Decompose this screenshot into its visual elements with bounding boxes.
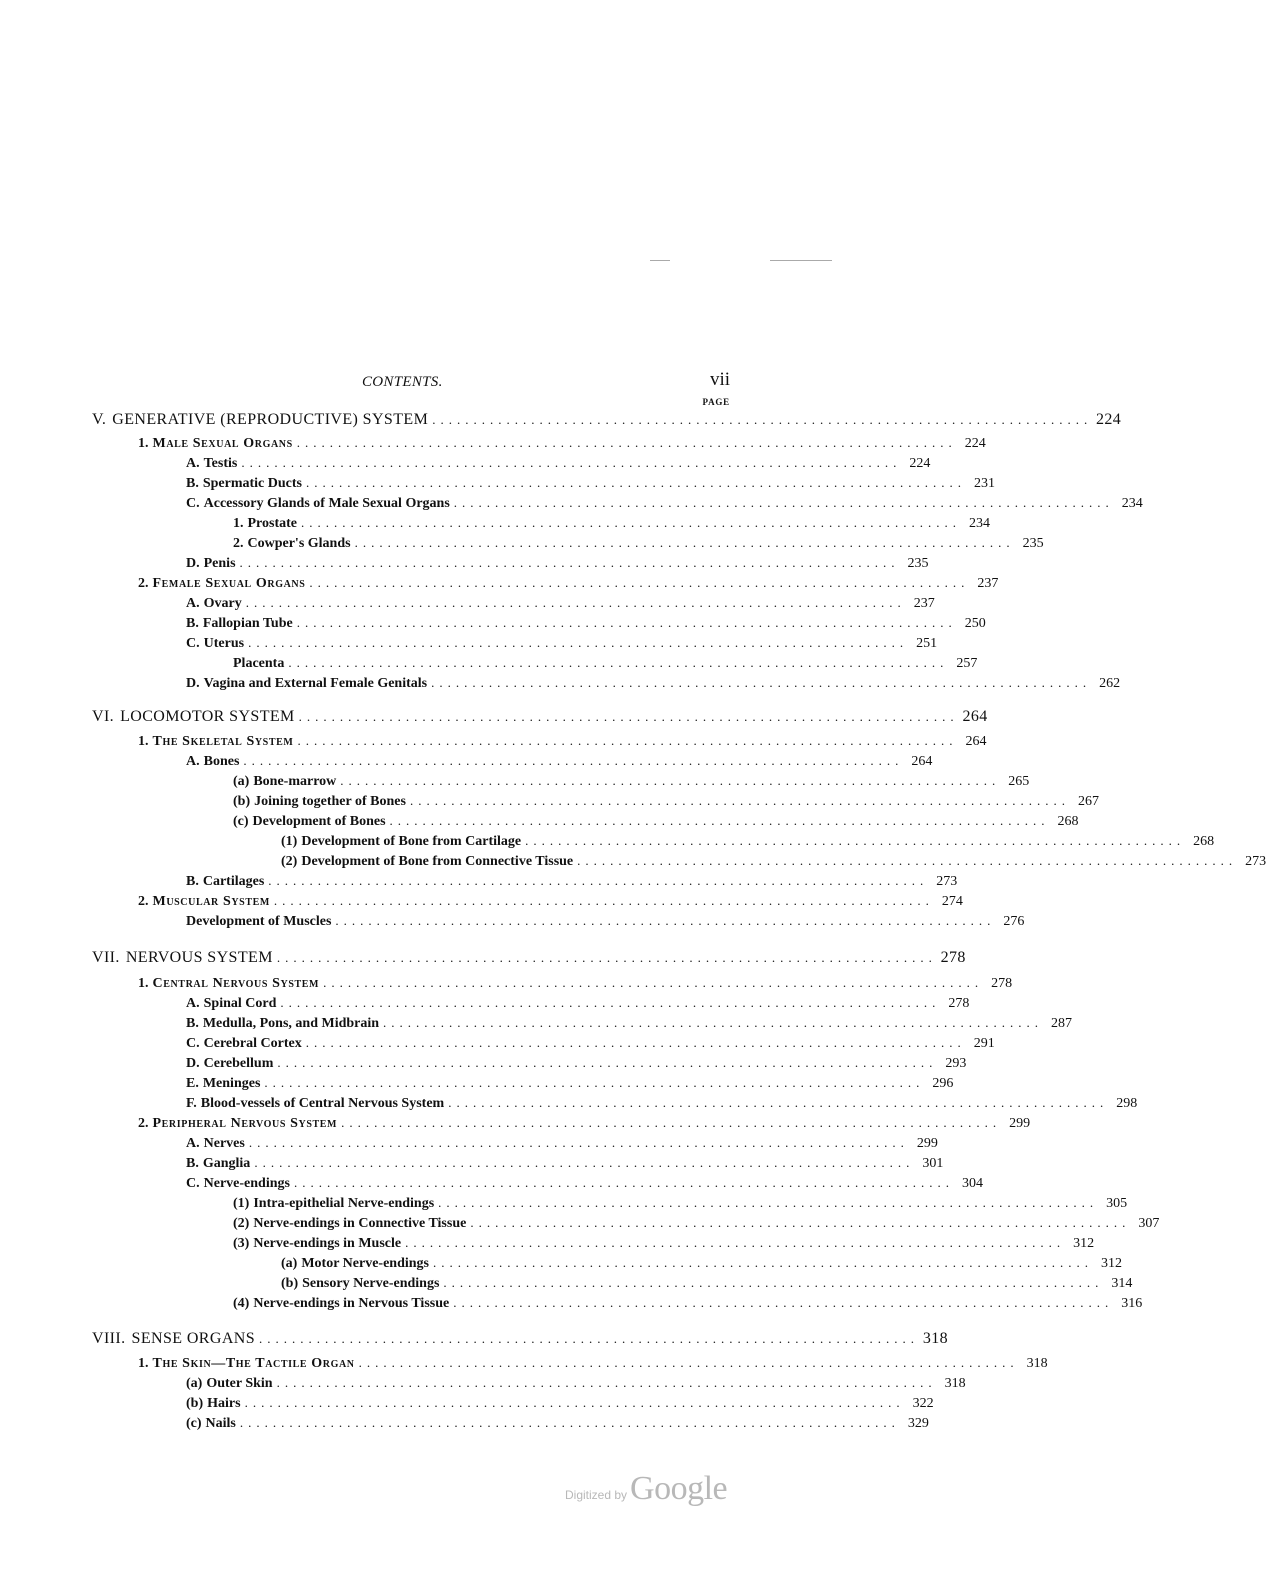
- toc-entry-number: (1): [281, 834, 298, 849]
- toc-entry-title: Development of Bone from Cartilage: [301, 834, 522, 849]
- dot-leader: ................................................................................: [448, 1095, 1109, 1110]
- toc-entry-title: Medulla, Pons, and Midbrain: [202, 1016, 380, 1031]
- toc-entry: [186, 553, 929, 573]
- toc-entry: [281, 1253, 1122, 1273]
- dot-leader: ................................................................................: [431, 675, 1092, 690]
- dot-leader: ................................................................................: [301, 515, 961, 530]
- page-number: vii: [709, 369, 730, 390]
- toc-entry-page: 287: [1051, 1016, 1073, 1031]
- toc-entry-number: E.: [186, 1076, 199, 1091]
- toc-entry-title: Development of Bones: [252, 814, 386, 829]
- toc-entry-page: 265: [1008, 774, 1030, 789]
- toc-entry-page: 296: [932, 1076, 954, 1091]
- toc-entry-page: 318: [944, 1376, 966, 1391]
- toc-entry-number: A.: [186, 996, 200, 1011]
- toc-entry: [138, 891, 963, 911]
- toc-entry: [186, 751, 933, 771]
- toc-entry-title: NERVOUS SYSTEM: [125, 949, 273, 966]
- toc-entry-number: 2.: [138, 894, 149, 909]
- dot-leader: ................................................................................: [297, 733, 958, 748]
- toc-entry-page: 264: [962, 708, 988, 725]
- toc-entry-title: Nails: [205, 1416, 236, 1431]
- dot-leader: ................................................................................: [358, 1355, 1019, 1370]
- toc-entry-title: Bone-marrow: [253, 774, 337, 789]
- toc-entry-page: 257: [956, 656, 978, 671]
- dot-leader: ................................................................................: [577, 853, 1238, 868]
- dot-leader: ................................................................................: [248, 1135, 909, 1150]
- toc-entry: [92, 410, 1122, 430]
- dot-leader: ................................................................................: [341, 1115, 1002, 1130]
- toc-entry-page: 234: [969, 516, 990, 531]
- toc-entry: [233, 771, 1030, 791]
- toc-entry: [281, 851, 1266, 871]
- toc-entry: [233, 1293, 1143, 1313]
- toc-entry-number: (b): [233, 794, 251, 809]
- digitized-by-text: Digitized by: [565, 1488, 628, 1502]
- toc-entry-number: 2.: [233, 536, 244, 551]
- toc-entry-number: 2.: [138, 576, 149, 591]
- toc-entry: [186, 453, 931, 473]
- toc-entry-number: (3): [233, 1236, 250, 1251]
- toc-entry: [186, 1133, 938, 1153]
- toc-entry-page: 250: [964, 616, 986, 631]
- toc-entry-number: B.: [186, 1016, 199, 1031]
- dot-leader: ................................................................................: [405, 1235, 1066, 1250]
- dot-leader: ................................................................................: [276, 950, 937, 965]
- toc-entry-title: Central Nervous System: [152, 976, 320, 991]
- toc-entry-number: C.: [186, 1176, 200, 1191]
- toc-entry-number: B.: [186, 476, 199, 491]
- toc-entry-number: (a): [281, 1256, 298, 1271]
- toc-entry-page: 268: [1057, 814, 1079, 829]
- toc-entry-title: Meninges: [202, 1076, 261, 1091]
- toc-entry-page: 293: [945, 1056, 967, 1071]
- toc-entry-title: Spinal Cord: [203, 996, 277, 1011]
- dot-leader: ................................................................................: [323, 975, 984, 990]
- page-column-label: PAGE: [702, 397, 730, 407]
- dot-leader: ................................................................................: [470, 1215, 1131, 1230]
- toc-entry: [186, 1053, 967, 1073]
- toc-entry-page: 273: [936, 874, 958, 889]
- dot-leader: ................................................................................: [288, 655, 949, 670]
- toc-entry-number: V.: [92, 411, 107, 428]
- dot-leader: ................................................................................: [383, 1015, 1044, 1030]
- toc-entry-number: (b): [281, 1276, 299, 1291]
- toc-entry-title: SENSE ORGANS: [131, 1330, 256, 1347]
- dot-leader: ................................................................................: [241, 455, 902, 470]
- toc-entry-number: B.: [186, 874, 199, 889]
- toc-entry: [138, 573, 999, 593]
- toc-entry: [233, 533, 1044, 553]
- toc-entry: [138, 1113, 1031, 1133]
- toc-entry: [186, 613, 986, 633]
- toc-entry-title: Motor Nerve-endings: [301, 1256, 429, 1271]
- toc-entry-page: 278: [991, 976, 1013, 991]
- toc-entry: [186, 1413, 929, 1433]
- toc-entry: [186, 911, 1025, 931]
- toc-entry-page: 301: [922, 1156, 944, 1171]
- dot-leader: ................................................................................: [433, 1255, 1093, 1270]
- toc-entry-title: Testis: [203, 456, 238, 471]
- toc-entry-title: Sensory Nerve-endings: [302, 1276, 440, 1291]
- dot-leader: ................................................................................: [259, 1331, 920, 1346]
- toc-entry-page: 237: [913, 596, 935, 611]
- toc-entry-page: 305: [1106, 1196, 1128, 1211]
- dot-leader: ................................................................................: [453, 1295, 1114, 1310]
- toc-entry-number: (4): [233, 1296, 250, 1311]
- toc-entry-title: Cartilages: [202, 874, 265, 889]
- toc-entry-title: Spermatic Ducts: [202, 476, 302, 491]
- dot-leader: ................................................................................: [432, 412, 1093, 427]
- toc-entry-page: 299: [916, 1136, 938, 1151]
- toc-entry-title: LOCOMOTOR SYSTEM: [120, 708, 295, 725]
- google-logo: Google: [630, 1470, 728, 1507]
- toc-entry-page: 278: [940, 949, 966, 966]
- toc-entry-number: A.: [186, 754, 200, 769]
- toc-entry-number: (c): [233, 814, 249, 829]
- toc-entry: [281, 831, 1215, 851]
- toc-entry-page: 322: [912, 1396, 934, 1411]
- toc-entry-page: 304: [961, 1176, 983, 1191]
- toc-entry-number: C.: [186, 636, 200, 651]
- toc-entry-title: Outer Skin: [206, 1376, 273, 1391]
- toc-entry-number: 1.: [138, 436, 149, 451]
- toc-entry: [186, 1373, 966, 1393]
- toc-entry: [186, 871, 958, 891]
- toc-entry-page: 273: [1245, 854, 1266, 869]
- toc-entry-page: 291: [973, 1036, 995, 1051]
- toc-entry: [138, 433, 986, 453]
- toc-entry-page: 264: [911, 754, 933, 769]
- toc-entry-title: Peripheral Nervous System: [152, 1116, 338, 1131]
- toc-entry-number: A.: [186, 456, 200, 471]
- toc-entry: [233, 791, 1099, 811]
- dot-leader: ................................................................................: [354, 535, 1015, 550]
- toc-entry-number: (1): [233, 1196, 250, 1211]
- dot-leader: ................................................................................: [264, 1075, 925, 1090]
- toc-entry-title: Fallopian Tube: [202, 616, 293, 631]
- toc-entry: [138, 1353, 1048, 1373]
- dot-leader: ................................................................................: [276, 1375, 937, 1390]
- toc-entry: [233, 1213, 1160, 1233]
- toc-entry-number: B.: [186, 1156, 199, 1171]
- toc-entry: [92, 948, 966, 968]
- toc-entry-title: Prostate: [247, 516, 297, 531]
- toc-entry-number: A.: [186, 1136, 200, 1151]
- dot-leader: ................................................................................: [248, 635, 909, 650]
- toc-entry-page: 299: [1009, 1116, 1031, 1131]
- toc-entry-title: Placenta: [233, 656, 285, 671]
- dot-leader: ................................................................................: [389, 813, 1050, 828]
- toc-entry-page: 267: [1077, 794, 1099, 809]
- dot-leader: ................................................................................: [298, 709, 959, 724]
- toc-entry-title: Uterus: [203, 636, 245, 651]
- toc-entry: [92, 1329, 949, 1349]
- toc-entry-page: 316: [1121, 1296, 1143, 1311]
- toc-entry-number: (a): [233, 774, 250, 789]
- toc-entry-title: Accessory Glands of Male Sexual Organs: [203, 496, 450, 511]
- toc-entry-page: 318: [1026, 1356, 1048, 1371]
- dot-leader: ................................................................................: [525, 833, 1186, 848]
- dot-leader: ................................................................................: [296, 615, 957, 630]
- dot-leader: ................................................................................: [340, 773, 1001, 788]
- toc-entry-page: 262: [1099, 676, 1121, 691]
- toc-entry-number: 1.: [233, 516, 244, 531]
- toc-entry: [186, 673, 1121, 693]
- toc-entry-number: B.: [186, 616, 199, 631]
- dot-leader: ................................................................................: [309, 575, 970, 590]
- toc-entry-page: 278: [948, 996, 970, 1011]
- page-title: CONTENTS.: [362, 374, 443, 390]
- toc-entry-page: 268: [1193, 834, 1215, 849]
- toc-entry-number: VIII.: [92, 1330, 126, 1347]
- toc-entry-page: 251: [916, 636, 938, 651]
- toc-entry-page: 312: [1073, 1236, 1095, 1251]
- toc-entry-title: Cerebellum: [203, 1056, 274, 1071]
- toc-entry-number: C.: [186, 496, 200, 511]
- toc-entry-number: (2): [281, 854, 298, 869]
- dot-leader: ................................................................................: [277, 1055, 938, 1070]
- toc-entry-page: 237: [977, 576, 999, 591]
- toc-entry-page: 274: [941, 894, 963, 909]
- toc-entry-page: 224: [964, 436, 986, 451]
- toc-entry: [92, 707, 988, 727]
- toc-entry: [186, 1393, 934, 1413]
- toc-entry-page: 235: [1022, 536, 1044, 551]
- toc-entry-number: 1.: [138, 976, 149, 991]
- toc-entry-title: Vagina and External Female Genitals: [203, 676, 428, 691]
- toc-entry-title: Development of Muscles: [186, 914, 332, 929]
- toc-entry-page: 224: [909, 456, 931, 471]
- toc-entry-title: Intra-epithelial Nerve-endings: [253, 1196, 435, 1211]
- toc-entry-title: Male Sexual Organs: [152, 436, 293, 451]
- dot-leader: ................................................................................: [296, 435, 957, 450]
- toc-entry: [186, 633, 938, 653]
- toc-entry: [186, 993, 970, 1013]
- toc-entry-page: 312: [1101, 1256, 1122, 1271]
- toc-entry-number: D.: [186, 1056, 200, 1071]
- dot-leader: ................................................................................: [305, 1035, 966, 1050]
- dot-leader: ................................................................................: [244, 1395, 905, 1410]
- toc-entry: [186, 493, 1143, 513]
- dot-leader: ................................................................................: [273, 893, 934, 908]
- toc-entry: [233, 1233, 1095, 1253]
- toc-entry-title: Nerves: [203, 1136, 245, 1151]
- toc-entry-page: 276: [1003, 914, 1025, 929]
- dot-leader: ................................................................................: [268, 873, 929, 888]
- toc-entry-title: GENERATIVE (REPRODUCTIVE) SYSTEM: [112, 411, 429, 428]
- toc-entry-number: D.: [186, 676, 200, 691]
- toc-entry-title: Hairs: [207, 1396, 241, 1411]
- toc-entry-title: Ovary: [203, 596, 242, 611]
- toc-entry-title: Cowper's Glands: [247, 536, 351, 551]
- toc-entry: [186, 1013, 1073, 1033]
- toc-entry-title: The Skeletal System: [152, 734, 294, 749]
- toc-entry-title: Bones: [203, 754, 240, 769]
- toc-entry-title: Nerve-endings in Muscle: [253, 1236, 402, 1251]
- toc-entry: [233, 653, 978, 673]
- toc-entry: [281, 1273, 1133, 1293]
- toc-entry-number: A.: [186, 596, 200, 611]
- toc-entry: [186, 593, 935, 613]
- dot-leader: ................................................................................: [438, 1195, 1099, 1210]
- toc-entry-page: 314: [1111, 1276, 1133, 1291]
- toc-entry-page: 307: [1138, 1216, 1160, 1231]
- toc-entry-number: VI.: [92, 708, 115, 725]
- dot-leader: ................................................................................: [245, 595, 906, 610]
- dot-leader: ................................................................................: [409, 793, 1070, 808]
- toc-entry-page: 234: [1121, 496, 1143, 511]
- toc-entry-title: Development of Bone from Connective Tissue: [301, 854, 574, 869]
- toc-entry: [186, 1093, 1138, 1113]
- dot-leader: ................................................................................: [335, 913, 996, 928]
- dot-leader: ................................................................................: [443, 1275, 1104, 1290]
- toc-entry-page: 318: [922, 1330, 949, 1347]
- toc-entry-page: 329: [907, 1416, 929, 1431]
- scan-artifact-line: [650, 260, 670, 261]
- toc-entry-number: VII.: [92, 949, 120, 966]
- toc-entry-title: Penis: [203, 556, 236, 571]
- toc-entry-number: 1.: [138, 734, 149, 749]
- toc-entry: [186, 1073, 954, 1093]
- toc-entry: [233, 1193, 1128, 1213]
- toc-entry-title: Blood-vessels of Central Nervous System: [200, 1096, 445, 1111]
- toc-entry-number: F.: [186, 1096, 197, 1111]
- toc-entry-title: Ganglia: [202, 1156, 251, 1171]
- dot-leader: ................................................................................: [239, 555, 900, 570]
- toc-entry-number: 1.: [138, 1356, 149, 1371]
- toc-entry-title: Joining together of Bones: [254, 794, 406, 809]
- digitized-by-watermark: [565, 1470, 745, 1520]
- toc-entry-page: 224: [1096, 411, 1122, 428]
- toc-entry: [186, 473, 995, 493]
- toc-entry-page: 231: [974, 476, 995, 491]
- dot-leader: ................................................................................: [306, 475, 966, 490]
- dot-leader: ................................................................................: [243, 753, 904, 768]
- toc-entry-number: C.: [186, 1036, 200, 1051]
- dot-leader: ................................................................................: [254, 1155, 915, 1170]
- dot-leader: ................................................................................: [293, 1175, 954, 1190]
- toc-entry-number: (a): [186, 1376, 203, 1391]
- dot-leader: ................................................................................: [280, 995, 941, 1010]
- toc-entry: [233, 811, 1079, 831]
- scan-artifact-line: [770, 260, 832, 261]
- toc-entry-title: Nerve-endings in Nervous Tissue: [253, 1296, 450, 1311]
- dot-leader: ................................................................................: [453, 495, 1114, 510]
- toc-entry-title: Nerve-endings in Connective Tissue: [253, 1216, 467, 1231]
- toc-entry: [186, 1173, 983, 1193]
- toc-entry-number: (2): [233, 1216, 250, 1231]
- toc-entry: [186, 1033, 995, 1053]
- toc-entry-page: 264: [965, 734, 987, 749]
- toc-entry: [186, 1153, 944, 1173]
- toc-entry-title: Nerve-endings: [203, 1176, 290, 1191]
- toc-entry-page: 235: [907, 556, 929, 571]
- toc-entry-title: Muscular System: [152, 894, 270, 909]
- toc-entry-page: 298: [1116, 1096, 1138, 1111]
- toc-entry: [138, 973, 1013, 993]
- toc-entry: [233, 513, 990, 533]
- toc-entry-number: (b): [186, 1396, 204, 1411]
- toc-entry-number: D.: [186, 556, 200, 571]
- toc-entry-title: The Skin—The Tactile Organ: [152, 1356, 355, 1371]
- dot-leader: ................................................................................: [239, 1415, 900, 1430]
- toc-entry-title: Female Sexual Organs: [152, 576, 306, 591]
- toc-entry-number: 2.: [138, 1116, 149, 1131]
- toc-entry-title: Cerebral Cortex: [203, 1036, 302, 1051]
- toc-entry-number: (c): [186, 1416, 202, 1431]
- toc-entry: [138, 731, 987, 751]
